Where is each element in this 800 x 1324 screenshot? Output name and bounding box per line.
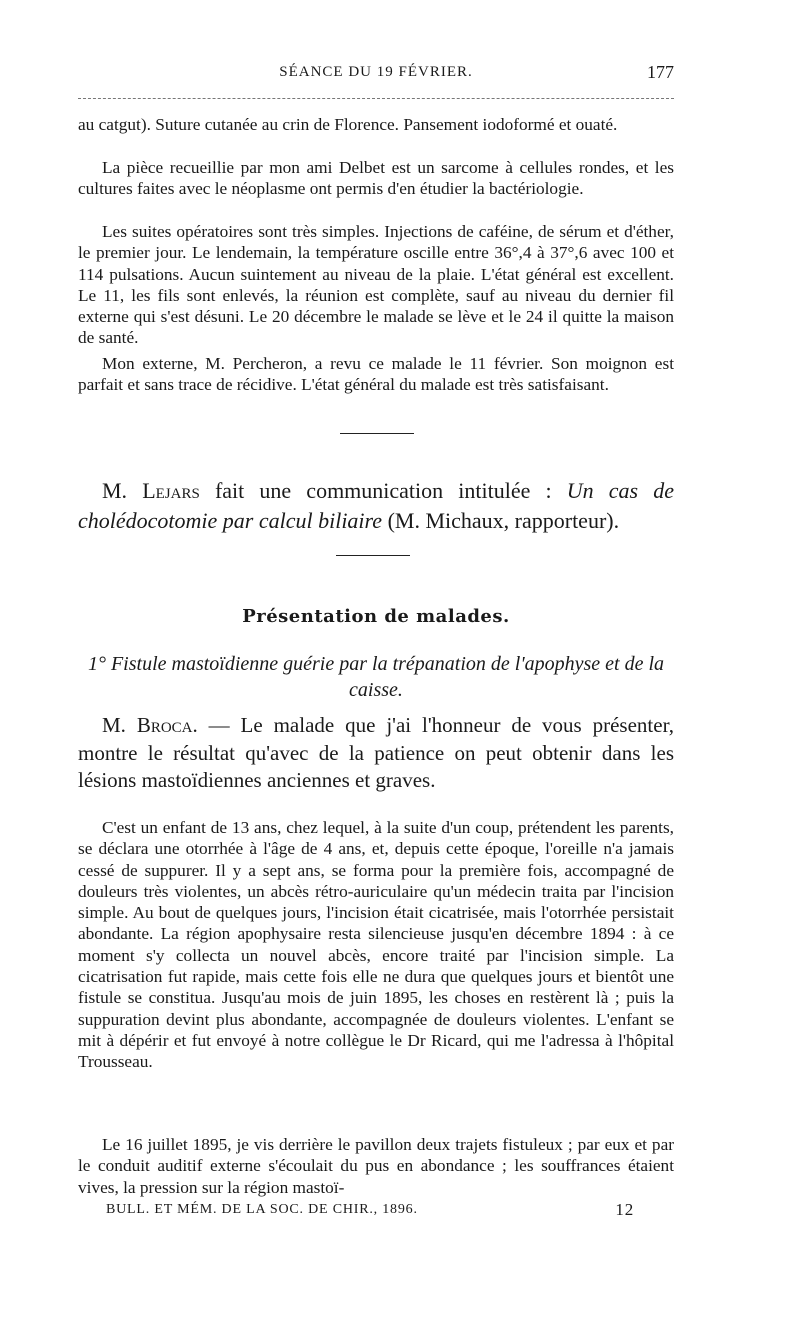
case-paragraph: Le 16 juillet 1895, je vis derrière le pavillon deux trajets fistuleux ; par eux et par le conduit auditif externe s'écoulait du pus en abondance ; les souffrances étaient vives, la pression sur la région mastoï-: [78, 1135, 674, 1197]
page-footer: [78, 1200, 674, 1222]
communication-title: Un cas de cholédocotomie par calcul biliaire: [78, 478, 675, 533]
separator-rule: [340, 433, 414, 434]
paragraph-suites: Les suites opératoires sont très simples. Injections de caféine, de sérum et d'éther, le premier jour. Le lendemain, la température oscille entre 36°,4 à 37°,6 avec 100 et 114 pulsations. Aucun suintement au niveau de la plaie. L'état général est excellent. Le 11, les fils sont enlevés, la réunion est complète, sauf au niveau du dernier fil externe qui s'est désuni. Le 20 décembre le malade se lève et le 24 il quitte la maison de santé.: [78, 222, 674, 348]
author-name: Lejars: [142, 478, 200, 503]
running-title: SÉANCE DU 19 FÉVRIER.: [279, 64, 473, 80]
separator-rule: [336, 555, 410, 556]
lejars-communication: M. Lejars fait une communication intitulée : Un cas de cholédocotomie par calcul biliaire (M. Michaux, rapporteur).: [78, 478, 675, 533]
journal-reference: BULL. ET MÉM. DE LA SOC. DE CHIR., 1896.: [106, 1202, 418, 1217]
page-number: 177: [647, 62, 674, 82]
paragraph-continuation: au catgut). Suture cutanée au crin de Florence. Pansement iodoformé et ouaté.: [78, 115, 618, 134]
case-paragraph: C'est un enfant de 13 ans, chez lequel, à la suite d'un coup, prétendent les parents, se déclara une otorrhée à l'âge de 4 ans, et, depuis cette époque, l'oreille n'a jamais cessé de suppurer. Il y a sept ans, se forma pour la première fois, accompagné de douleurs très violentes, un abcès rétro-auriculaire qu'un médecin traita par l'incision simple. Au bout de quelques jours, l'incision était cicatrisée, mais l'otorrhée persistait abondante. La région apophysaire resta silencieuse jusqu'en décembre 1894 : à ce moment s'y collecta un nouvel abcès, encore traité par l'incision simple. La cicatrisation fut rapide, mais cette fois elle ne dura que quelques jours et bientôt une fistule se constitua. Jusqu'au mois de juin 1895, les choses en restèrent là ; puis la suppuration devint plus abondante, accompagnée de douleurs violentes. L'enfant se mit à dépérir et fut envoyé à notre collègue le Dr Ricard, qui me l'adressa à l'hôpital Trousseau.: [78, 818, 674, 1072]
paragraph-piece: La pièce recueillie par mon ami Delbet est un sarcome à cellules rondes, et les cultures faites avec le néoplasme ont permis d'en étudier la bactériologie.: [78, 158, 674, 199]
header-rule: [78, 98, 674, 99]
section-heading: Présentation de malades.: [242, 606, 510, 627]
case-subheading: 1° Fistule mastoïdienne guérie par la trépanation de l'apophyse et de la caisse.: [87, 653, 665, 701]
sheet-number: 12: [615, 1200, 634, 1219]
paragraph-externe: Mon externe, M. Percheron, a revu ce malade le 11 février. Son moignon est parfait et sans trace de récidive. L'état général du malade est très satisfaisant.: [78, 354, 674, 395]
author-name: Broca: [136, 713, 193, 737]
broca-intro: M. Broca. — Le malade que j'ai l'honneur de vous présenter, montre le résultat qu'avec de la patience on peut obtenir dans les lésions mastoïdiennes anciennes et graves.: [78, 713, 674, 792]
page-header: [78, 62, 674, 86]
